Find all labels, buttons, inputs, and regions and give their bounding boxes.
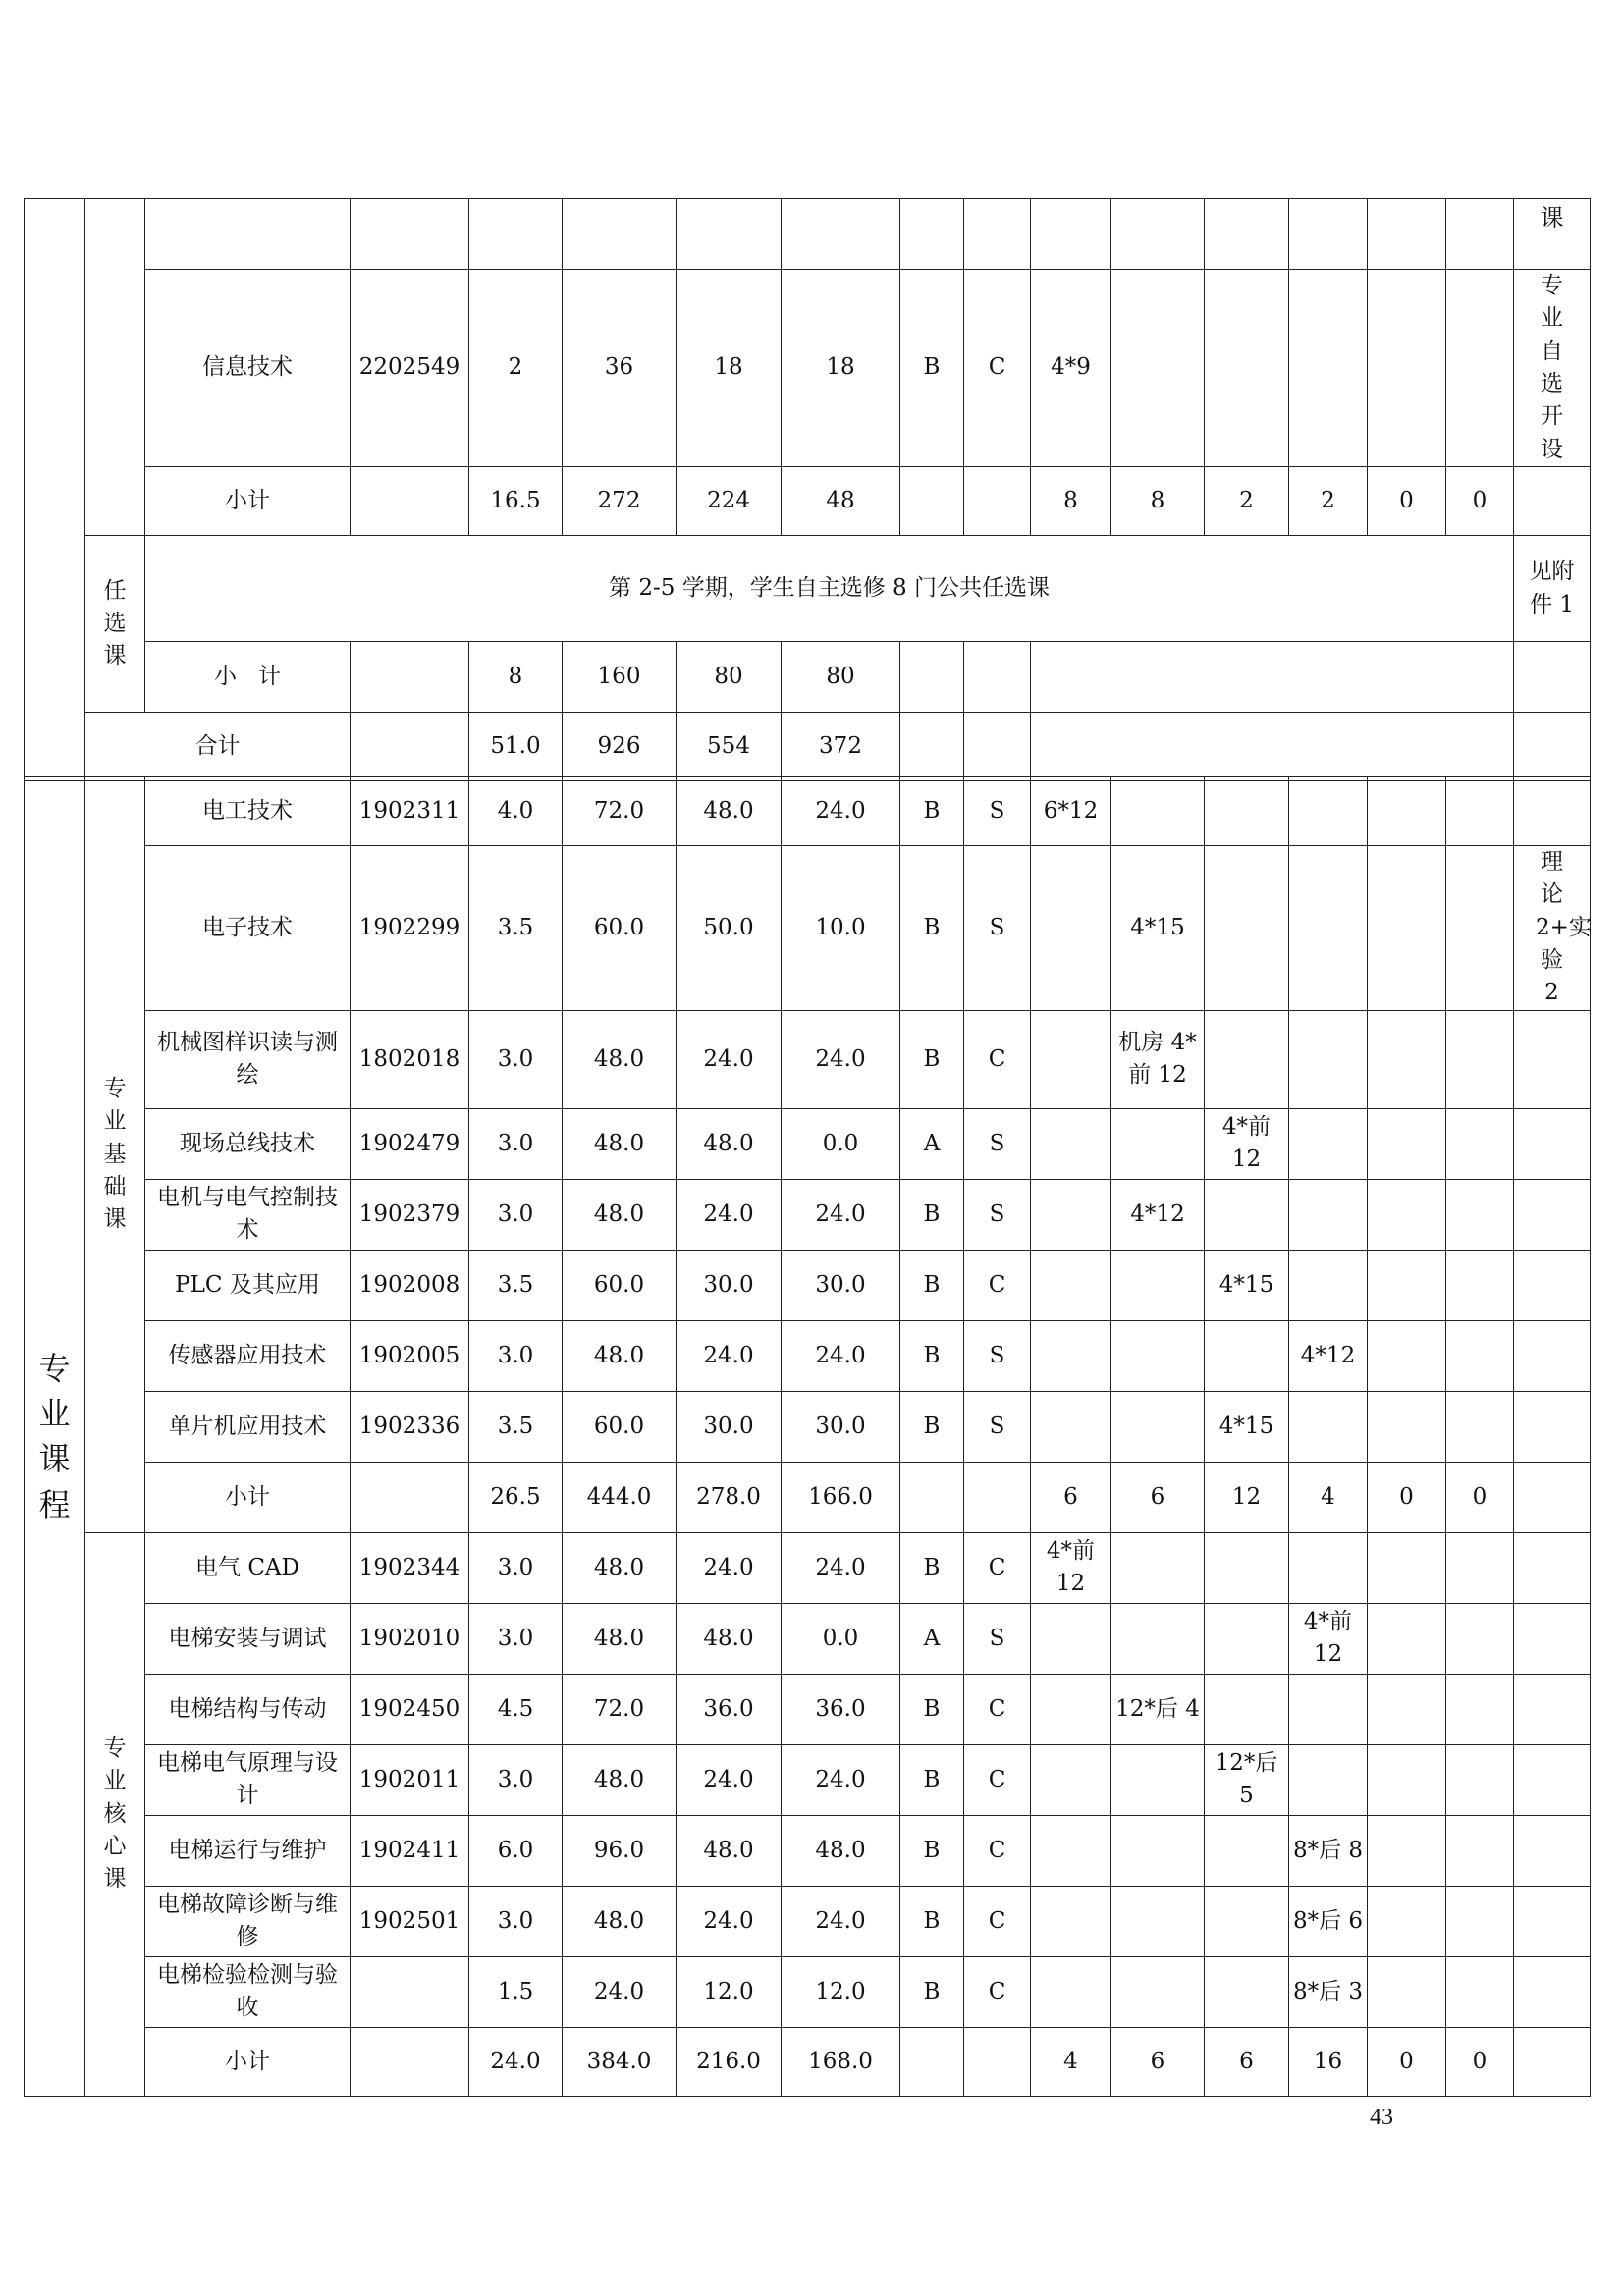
course-type: A: [900, 1603, 964, 1674]
total-hours: 72.0: [563, 1674, 677, 1744]
semester-5: [1368, 1603, 1446, 1674]
semester-1: 6*12: [1031, 777, 1111, 846]
theory-hours: 30.0: [677, 1391, 782, 1462]
course-code: 1902501: [351, 1886, 469, 1956]
course-name: 传感器应用技术: [145, 1320, 351, 1391]
course-code: 1902311: [351, 777, 469, 846]
table-row: [25, 846, 1591, 1011]
credits: 3.0: [469, 1886, 563, 1956]
credits: 4.0: [469, 777, 563, 846]
category-professional: 专 业 课 程: [25, 777, 85, 2097]
exam-type: C: [964, 1250, 1031, 1320]
exam-type: C: [964, 1744, 1031, 1815]
page-number: 43: [1370, 2105, 1393, 2130]
semester-5: [1368, 1674, 1446, 1744]
elective-description: 第 2-5 学期，学生自主选修 8 门公共任选课: [145, 536, 1514, 642]
semester-4: [1289, 1391, 1368, 1462]
note-cell: [1514, 1532, 1591, 1603]
semester-5: [1368, 1815, 1446, 1886]
course-name: 电机与电气控制技术: [145, 1179, 351, 1250]
credits: 3.0: [469, 1320, 563, 1391]
semester-1: 4: [1031, 2027, 1111, 2096]
credits: 4.5: [469, 1674, 563, 1744]
theory-hours: 24.0: [677, 1744, 782, 1815]
table-row: [25, 1320, 1591, 1391]
semester-5: [1368, 1010, 1446, 1108]
total-hours: 24.0: [563, 1956, 677, 2027]
total-hours: 48.0: [563, 1886, 677, 1956]
exam-type: S: [964, 1391, 1031, 1462]
practice-hours: 10.0: [782, 846, 900, 1011]
practice-hours: 24.0: [782, 1179, 900, 1250]
semester-1: 6: [1031, 1462, 1111, 1532]
semester-4: [1289, 1674, 1368, 1744]
semester-1: [1031, 1886, 1111, 1956]
course-name: 电梯电气原理与设计: [145, 1744, 351, 1815]
total-hours: 384.0: [563, 2027, 677, 2096]
theory-hours: 50.0: [677, 846, 782, 1011]
semester-1: [1031, 1956, 1111, 2027]
course-plan-table: [24, 198, 1591, 781]
credits: 3.0: [469, 1179, 563, 1250]
course-code: 1902379: [351, 1179, 469, 1250]
practice-hours: 24.0: [782, 1886, 900, 1956]
semester-5: [1368, 1320, 1446, 1391]
note-cell: [1514, 1603, 1591, 1674]
semester-1: [1031, 1744, 1111, 1815]
semester-1: [1031, 1815, 1111, 1886]
category-elective: 任 选 课: [85, 536, 145, 713]
course-type: B: [900, 1250, 964, 1320]
semester-4: 8*后 6: [1289, 1886, 1368, 1956]
course-name: 电梯故障诊断与维修: [145, 1886, 351, 1956]
note-cell: [1514, 1010, 1591, 1108]
subtotal-row: [25, 1462, 1591, 1532]
course-type: B: [900, 1391, 964, 1462]
practice-hours: 24.0: [782, 777, 900, 846]
credits: 3.5: [469, 1250, 563, 1320]
semester-2: [1111, 1956, 1205, 2027]
credits: 6.0: [469, 1815, 563, 1886]
practice-hours: 168.0: [782, 2027, 900, 2096]
semester-1: 4*前 12: [1031, 1532, 1111, 1603]
semester-2: 机房 4*前 12: [1111, 1010, 1205, 1108]
semester-3: [1205, 1010, 1289, 1108]
credits: 3.0: [469, 1532, 563, 1603]
note-cell: [1514, 1886, 1591, 1956]
table-row: [25, 1886, 1591, 1956]
semester-2: [1111, 1320, 1205, 1391]
table-row: [25, 1108, 1591, 1179]
course-code: 2202549: [351, 270, 469, 467]
course-name: 机械图样识读与测绘: [145, 1010, 351, 1108]
table-row: 合计 51.0 926 554 372: [25, 713, 1591, 781]
semester-6: [1446, 1886, 1514, 1956]
subtotal-label: 小 计: [145, 642, 351, 713]
semester-3: 12*后 5: [1205, 1744, 1289, 1815]
semester-2: [1111, 1108, 1205, 1179]
semester-5: 0: [1368, 1462, 1446, 1532]
practice-hours: 36.0: [782, 1674, 900, 1744]
semester-1: [1031, 1674, 1111, 1744]
exam-type: S: [964, 777, 1031, 846]
exam-type: C: [964, 1956, 1031, 2027]
semester-6: 0: [1446, 1462, 1514, 1532]
subtotal-label: 小计: [145, 467, 351, 536]
table-row: [25, 1815, 1591, 1886]
course-code: 1902450: [351, 1674, 469, 1744]
semester-5: [1368, 1956, 1446, 2027]
course-type: B: [900, 1320, 964, 1391]
subtotal-label: 小计: [145, 2027, 351, 2096]
practice-hours: 24.0: [782, 1010, 900, 1108]
theory-hours: 278.0: [677, 1462, 782, 1532]
total-hours: 60.0: [563, 1250, 677, 1320]
table-row: 小计 16.5 272 224 48 8 8 2 2 0 0: [25, 467, 1591, 536]
semester-4: [1289, 846, 1368, 1011]
note-cell: 理论2+实验2: [1514, 846, 1591, 1011]
semester-4: [1289, 1010, 1368, 1108]
course-type: B: [900, 846, 964, 1011]
course-code: 1902411: [351, 1815, 469, 1886]
semester-5: [1368, 1250, 1446, 1320]
course-name: 信息技术: [145, 270, 351, 467]
practice-hours: 12.0: [782, 1956, 900, 2027]
course-code: 1802018: [351, 1010, 469, 1108]
professional-course-table: [24, 776, 1591, 2097]
practice-hours: 24.0: [782, 1320, 900, 1391]
theory-hours: 216.0: [677, 2027, 782, 2096]
total-hours: 48.0: [563, 1010, 677, 1108]
credits: 3.0: [469, 1010, 563, 1108]
theory-hours: 48.0: [677, 777, 782, 846]
course-name: 电子技术: [145, 846, 351, 1011]
semester-2: [1111, 1886, 1205, 1956]
semester-4: [1289, 777, 1368, 846]
semester-3: 12: [1205, 1462, 1289, 1532]
total-label: 合计: [85, 713, 351, 781]
course-type: B: [900, 1010, 964, 1108]
theory-hours: 24.0: [677, 1532, 782, 1603]
course-name: 电梯运行与维护: [145, 1815, 351, 1886]
table-row: 小 计 8 160 80 80: [25, 642, 1591, 713]
semester-2: [1111, 1532, 1205, 1603]
course-type: B: [900, 1532, 964, 1603]
course-code: [351, 1956, 469, 2027]
semester-3: [1205, 777, 1289, 846]
semester-6: 0: [1446, 2027, 1514, 2096]
note-cell: [1514, 1956, 1591, 2027]
semester-2: [1111, 777, 1205, 846]
course-name: 电梯结构与传动: [145, 1674, 351, 1744]
semester-6: [1446, 1744, 1514, 1815]
semester-3: 4*15: [1205, 1391, 1289, 1462]
table-row: [25, 1674, 1591, 1744]
note-cell: [1514, 1744, 1591, 1815]
total-hours: 48.0: [563, 1603, 677, 1674]
semester-2: [1111, 1603, 1205, 1674]
credits: 24.0: [469, 2027, 563, 2096]
note-cell: [1514, 1250, 1591, 1320]
semester-3: [1205, 1603, 1289, 1674]
semester-3: [1205, 1320, 1289, 1391]
semester-6: [1446, 1603, 1514, 1674]
table-row: [25, 199, 1591, 270]
semester-4: 16: [1289, 2027, 1368, 2096]
credits: 3.0: [469, 1744, 563, 1815]
semester-5: [1368, 777, 1446, 846]
total-hours: 96.0: [563, 1815, 677, 1886]
course-code: 1902479: [351, 1108, 469, 1179]
theory-hours: 30.0: [677, 1250, 782, 1320]
course-name: PLC 及其应用: [145, 1250, 351, 1320]
semester-2: 6: [1111, 2027, 1205, 2096]
course-type: B: [900, 1179, 964, 1250]
course-type: B: [900, 1815, 964, 1886]
note-cell: [1514, 1179, 1591, 1250]
table-row: 信息技术 2202549 2 36 18 18 B C 4*9 专业自选开设: [25, 270, 1591, 467]
total-hours: 48.0: [563, 1179, 677, 1250]
table-row: [25, 1179, 1591, 1250]
exam-type: C: [964, 1532, 1031, 1603]
semester-4: [1289, 1108, 1368, 1179]
exam-type: S: [964, 1603, 1031, 1674]
semester-5: [1368, 846, 1446, 1011]
table-row: [25, 536, 1591, 642]
semester-4: 4: [1289, 1462, 1368, 1532]
semester-2: [1111, 1391, 1205, 1462]
practice-hours: 0.0: [782, 1108, 900, 1179]
category-core: 专 业 核 心 课: [85, 1532, 145, 2096]
note-cell: [1514, 1320, 1591, 1391]
total-hours: 48.0: [563, 1744, 677, 1815]
course-code: 1902344: [351, 1532, 469, 1603]
course-code: 1902008: [351, 1250, 469, 1320]
course-code: 1902010: [351, 1603, 469, 1674]
theory-hours: 24.0: [677, 1179, 782, 1250]
course-name: 现场总线技术: [145, 1108, 351, 1179]
semester-6: [1446, 1674, 1514, 1744]
semester-6: [1446, 1108, 1514, 1179]
semester-6: [1446, 1815, 1514, 1886]
credits: 1.5: [469, 1956, 563, 2027]
semester-3: [1205, 1815, 1289, 1886]
semester-6: [1446, 1010, 1514, 1108]
semester-6: [1446, 1532, 1514, 1603]
note-cell: [1514, 1391, 1591, 1462]
course-code: 1902299: [351, 846, 469, 1011]
semester-3: 4*15: [1205, 1250, 1289, 1320]
total-hours: 60.0: [563, 1391, 677, 1462]
credits: 3.0: [469, 1108, 563, 1179]
semester-5: [1368, 1108, 1446, 1179]
table-row: [25, 1744, 1591, 1815]
semester-4: 8*后 3: [1289, 1956, 1368, 2027]
credits: 3.5: [469, 1391, 563, 1462]
semester-1: [1031, 1320, 1111, 1391]
note-cell: [1514, 1674, 1591, 1744]
semester-4: 8*后 8: [1289, 1815, 1368, 1886]
theory-hours: 48.0: [677, 1603, 782, 1674]
credits: 3.5: [469, 846, 563, 1011]
semester-1: [1031, 1108, 1111, 1179]
table-row: [25, 1532, 1591, 1603]
course-name: 单片机应用技术: [145, 1391, 351, 1462]
practice-hours: 48.0: [782, 1815, 900, 1886]
theory-hours: 24.0: [677, 1010, 782, 1108]
total-hours: 72.0: [563, 777, 677, 846]
semester-2: 12*后 4: [1111, 1674, 1205, 1744]
theory-hours: 36.0: [677, 1674, 782, 1744]
semester-3: [1205, 1956, 1289, 2027]
semester-2: [1111, 1250, 1205, 1320]
practice-hours: 24.0: [782, 1532, 900, 1603]
exam-type: S: [964, 1320, 1031, 1391]
semester-3: 6: [1205, 2027, 1289, 2096]
note-cell: 见附件 1: [1514, 536, 1591, 642]
course-type: B: [900, 1674, 964, 1744]
semester-4: [1289, 1532, 1368, 1603]
table-row: [25, 1250, 1591, 1320]
semester-1: [1031, 1179, 1111, 1250]
semester-4: [1289, 1179, 1368, 1250]
total-hours: 444.0: [563, 1462, 677, 1532]
course-code: 1902336: [351, 1391, 469, 1462]
practice-hours: 166.0: [782, 1462, 900, 1532]
table-row: [25, 1956, 1591, 2027]
semester-4: 4*前 12: [1289, 1603, 1368, 1674]
semester-3: [1205, 1532, 1289, 1603]
theory-hours: 24.0: [677, 1320, 782, 1391]
practice-hours: 24.0: [782, 1744, 900, 1815]
credits: 3.0: [469, 1603, 563, 1674]
practice-hours: 30.0: [782, 1250, 900, 1320]
exam-type: S: [964, 846, 1031, 1011]
semester-3: [1205, 1179, 1289, 1250]
semester-2: [1111, 1744, 1205, 1815]
table-row: [25, 1010, 1591, 1108]
table-row: [25, 1391, 1591, 1462]
semester-4: [1289, 1250, 1368, 1320]
note-cell: 专业自选开设: [1514, 270, 1591, 467]
total-hours: 60.0: [563, 846, 677, 1011]
category-foundation: 专 业 基 础 课: [85, 777, 145, 1533]
theory-hours: 48.0: [677, 1815, 782, 1886]
note-cell: [1514, 1815, 1591, 1886]
note-cell: [1514, 1108, 1591, 1179]
theory-hours: 24.0: [677, 1886, 782, 1956]
practice-hours: 0.0: [782, 1603, 900, 1674]
semester-6: [1446, 846, 1514, 1011]
semester-6: [1446, 1956, 1514, 2027]
total-hours: 48.0: [563, 1320, 677, 1391]
semester-1: [1031, 1391, 1111, 1462]
exam-type: C: [964, 1674, 1031, 1744]
semester-5: [1368, 1886, 1446, 1956]
course-type: B: [900, 1744, 964, 1815]
subtotal-label: 小计: [145, 1462, 351, 1532]
semester-5: [1368, 1391, 1446, 1462]
semester-3: [1205, 1674, 1289, 1744]
semester-2: 4*15: [1111, 846, 1205, 1011]
semester-4: 4*12: [1289, 1320, 1368, 1391]
course-type: B: [900, 1886, 964, 1956]
semester-6: [1446, 1391, 1514, 1462]
theory-hours: 48.0: [677, 1108, 782, 1179]
semester-6: [1446, 1179, 1514, 1250]
table-row: [25, 777, 1591, 846]
note-cell: [1514, 777, 1591, 846]
course-code: 1902011: [351, 1744, 469, 1815]
semester-2: 4*12: [1111, 1179, 1205, 1250]
total-hours: 48.0: [563, 1108, 677, 1179]
semester-6: [1446, 1320, 1514, 1391]
theory-hours: 12.0: [677, 1956, 782, 2027]
table-row: [25, 1603, 1591, 1674]
total-hours: 48.0: [563, 1532, 677, 1603]
semester-5: [1368, 1532, 1446, 1603]
exam-type: C: [964, 1886, 1031, 1956]
semester-3: 4*前 12: [1205, 1108, 1289, 1179]
course-code: 1902005: [351, 1320, 469, 1391]
course-type: B: [900, 1956, 964, 2027]
semester-6: [1446, 1250, 1514, 1320]
semester-4: [1289, 1744, 1368, 1815]
semester-6: [1446, 777, 1514, 846]
exam-type: S: [964, 1179, 1031, 1250]
semester-1: [1031, 1603, 1111, 1674]
semester-3: [1205, 1886, 1289, 1956]
practice-hours: 30.0: [782, 1391, 900, 1462]
semester-2: 6: [1111, 1462, 1205, 1532]
note-cell: 课: [1514, 199, 1591, 270]
semester-1: [1031, 846, 1111, 1011]
semester-1: [1031, 1250, 1111, 1320]
semester-2: [1111, 1815, 1205, 1886]
exam-type: C: [964, 1815, 1031, 1886]
exam-type: S: [964, 1108, 1031, 1179]
semester-3: [1205, 846, 1289, 1011]
course-type: B: [900, 777, 964, 846]
semester-5: 0: [1368, 2027, 1446, 2096]
course-name: 电气 CAD: [145, 1532, 351, 1603]
semester-1: [1031, 1010, 1111, 1108]
course-type: A: [900, 1108, 964, 1179]
exam-type: C: [964, 1010, 1031, 1108]
semester-5: [1368, 1744, 1446, 1815]
course-name: 电梯检验检测与验收: [145, 1956, 351, 2027]
course-name: 电工技术: [145, 777, 351, 846]
semester-5: [1368, 1179, 1446, 1250]
subtotal-row: [25, 2027, 1591, 2096]
credits: 26.5: [469, 1462, 563, 1532]
course-name: 电梯安装与调试: [145, 1603, 351, 1674]
